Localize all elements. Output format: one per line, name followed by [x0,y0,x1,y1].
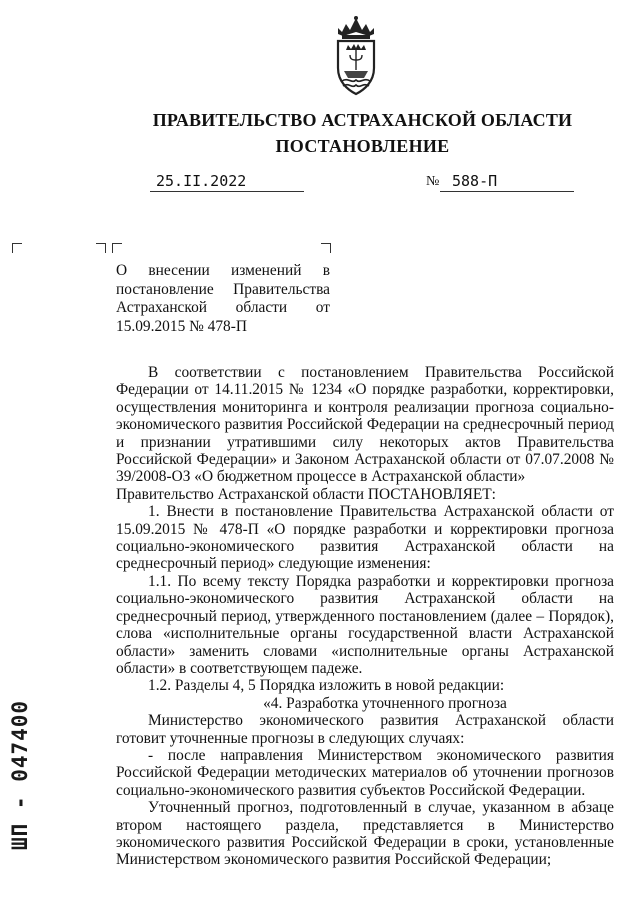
margin-corner-mark [12,243,22,253]
body-paragraph: Министерство экономического развития Астраханской области готовит уточненные прогнозы в следующих случаях: [116,712,614,747]
body-paragraph: - после направления Министерством экономического развития Российской Федерации методических материалов об уточнении прогнозов социально-экономического развития субъектов Российской Федерации. [116,746,614,799]
document-date: 25.II.2022 [156,172,247,190]
number-label: № [426,174,440,189]
document-subject: О внесении изменений в постановление Правительства Астраханской области от 15.09.2015 № 478-П [116,262,330,335]
body-paragraph: Уточненный прогноз, подготовленный в случае, указанном в абзаце втором настоящего раздела, представляется в Министерство экономического развития Российской Федерации в сроки, установленные Министерством экономического развития Российской Федерации; [116,799,614,869]
margin-stamp: ШП - 047400 [8,699,32,850]
section-heading: «4. Разработка уточненного прогноза [263,694,507,712]
subject-corner-mark [96,243,106,253]
document-number: 588-П [452,172,498,190]
clause-1: 1. Внести в постановление Правительства Астраханской области от 15.09.2015 № 478-П «О порядке разработки и корректировки прогноза социально-экономического развития Астраханской области на среднесрочный период» следующие изменения: [116,503,614,573]
subject-corner-mark [321,243,331,253]
subject-corner-mark [112,243,122,253]
preamble-paragraph: В соответствии с постановлением Правительства Российской Федерации от 14.11.2015 № 1234 «О порядке разработки, корректировки, осуществления мониторинга и контроля реализации прогноза социально-экономического развития Российской Федерации на среднесрочный период и признании утратившими силу некоторых актов Правительства Российской Федерации» и Законом Астраханской области от 07.07.2008 № 39/2008-ОЗ «О бюджетном процессе в Астраханской области» [116,364,614,486]
clause-1-2: 1.2. Разделы 4, 5 Порядка изложить в новой редакции: [148,677,505,695]
coat-of-arms-icon [324,14,388,102]
resolution-line: Правительство Астраханской области ПОСТАНОВЛЯЕТ: [116,485,496,503]
clause-1-1: 1.1. По всему тексту Порядка разработки и корректировки прогноза социально-экономического развития Астраханской области на среднесрочный период, утвержденного постановлением (далее – Порядок), слова «исполнительные органы государственной власти Астраханской области» заменить словами «исполнительные органы Астраханской области» в соответствующем падеже. [116,572,614,677]
date-underline [150,191,304,192]
government-title: ПРАВИТЕЛЬСТВО АСТРАХАНСКОЙ ОБЛАСТИ [152,110,573,130]
number-underline [440,191,574,192]
document-type: ПОСТАНОВЛЕНИЕ [275,136,450,156]
document-body [116,364,614,869]
